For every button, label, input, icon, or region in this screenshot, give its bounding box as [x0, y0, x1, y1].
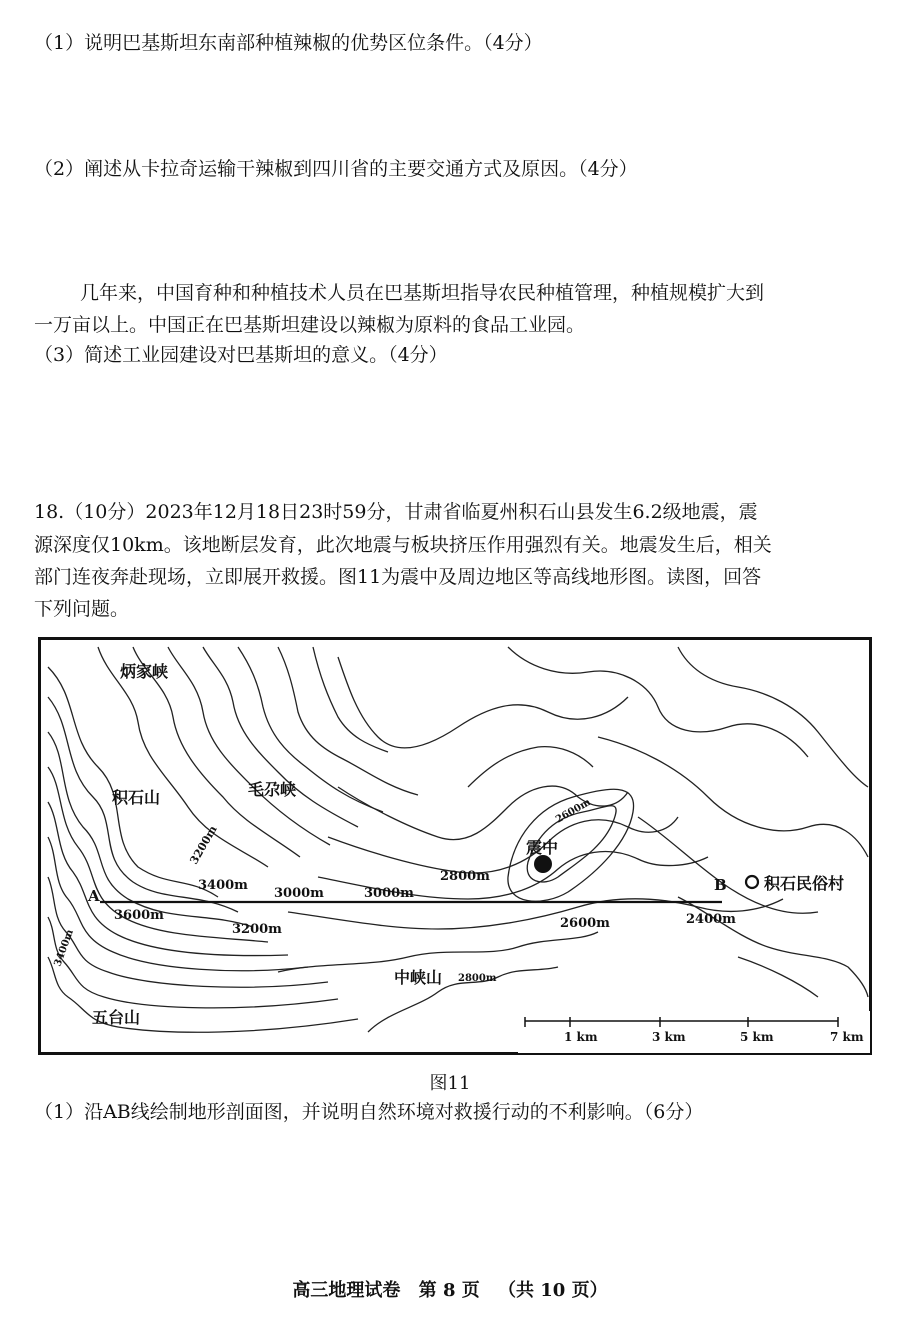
- question-18-line-1: 18.（10分）2023年12月18日23时59分，甘肃省临夏州积石山县发生6.2级地震，震: [34, 501, 758, 523]
- contour-label: 3200m: [187, 823, 220, 867]
- point-a: A: [88, 887, 100, 905]
- question-3: （3）简述工业园建设对巴基斯坦的意义。（4分）: [34, 344, 448, 366]
- contour-label: 3400m: [198, 878, 248, 893]
- label-epicenter: 震中: [526, 838, 559, 857]
- scale-label-1: 1 km: [564, 1030, 598, 1044]
- contour-label: 2800m: [458, 973, 497, 984]
- contour-label: 2600m: [560, 916, 610, 931]
- footer-total: （共 10 页）: [498, 1280, 608, 1301]
- contour-label: 2600m: [554, 796, 593, 826]
- label-jishishan: 积石山: [112, 788, 161, 807]
- contour-label: 3600m: [114, 908, 164, 923]
- footer-subject: 高三地理试卷: [292, 1280, 401, 1301]
- scale-bar: [518, 1011, 870, 1053]
- scale-label-5: 5 km: [740, 1030, 774, 1044]
- material-line-2: 一万亩以上。中国正在巴基斯坦建设以辣椒为原料的食品工业园。: [34, 314, 586, 336]
- question-1: （1）说明巴基斯坦东南部种植辣椒的优势区位条件。（4分）: [34, 32, 543, 54]
- material-line-1: 几年来，中国育种和种植技术人员在巴基斯坦指导农民种植管理，种植规模扩大到: [80, 282, 765, 304]
- question-18-line-2: 源深度仅10km。该地断层发育，此次地震与板块挤压作用强烈有关。地震发生后，相关: [34, 534, 772, 556]
- question-18-line-4: 下列问题。: [34, 598, 130, 620]
- question-18-sub-1: （1）沿AB线绘制地形剖面图，并说明自然环境对救援行动的不利影响。（6分）: [34, 1101, 704, 1123]
- question-18-line-3: 部门连夜奔赴现场，立即展开救援。图11为震中及周边地区等高线地形图。读图，回答: [34, 566, 762, 588]
- contour-label: 3000m: [274, 886, 324, 901]
- point-b: B: [714, 876, 727, 894]
- contour-map: [38, 637, 872, 1055]
- figure-caption: 图11: [429, 1073, 471, 1094]
- epicenter-dot: [534, 855, 552, 873]
- label-bingjiaxia: 炳家峡: [120, 662, 169, 681]
- contour-label: 3200m: [232, 922, 282, 937]
- question-2: （2）阐述从卡拉奇运输干辣椒到四川省的主要交通方式及原因。（4分）: [34, 158, 638, 180]
- contour-label: 2800m: [440, 869, 490, 884]
- label-village: 积石民俗村: [764, 874, 845, 893]
- contour-label: 3400m: [52, 928, 76, 969]
- contour-label: 3000m: [364, 886, 414, 901]
- village-marker: [746, 876, 758, 888]
- footer-page: 第 8 页: [418, 1280, 480, 1301]
- contour-label: 2400m: [686, 912, 736, 927]
- label-maoshixia: 毛尕峡: [248, 780, 297, 799]
- label-zhongxiashan: 中峡山: [394, 968, 443, 987]
- page-footer: [0, 1276, 900, 1302]
- scale-label-7: 7 km: [830, 1030, 864, 1044]
- scale-label-3: 3 km: [652, 1030, 686, 1044]
- label-wutaishan: 五台山: [92, 1008, 141, 1027]
